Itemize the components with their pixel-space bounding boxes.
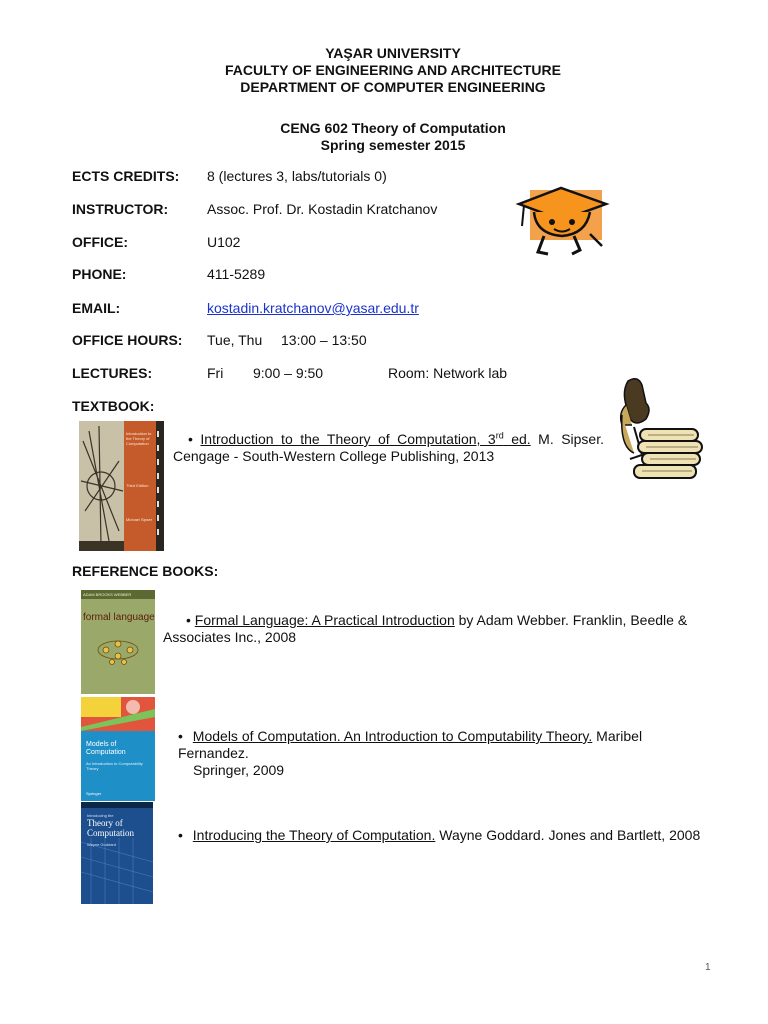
reference-books-label: REFERENCE BOOKS: <box>72 563 219 579</box>
thinker-books-clipart <box>616 375 706 490</box>
bullet: • <box>188 431 193 447</box>
reference-book-3-author: Wayne Goddard. Jones and Bartlett, 2008 <box>435 827 701 843</box>
goddard-cover-author: Wayne Goddard <box>87 842 116 847</box>
reference-book-2-author: Maribel Fernandez. <box>178 728 643 761</box>
reference-book-1 <box>163 612 703 646</box>
lectures-room: Room: Network lab <box>388 365 508 381</box>
reference-book-1-author: by Adam Webber. Franklin, Beedle & <box>454 612 688 628</box>
bullet: • <box>186 612 191 628</box>
office-hours-days: Tue, Thu <box>207 332 263 348</box>
email-label: EMAIL: <box>72 300 121 316</box>
reference-book-2-publisher: Springer, 2009 <box>193 762 285 778</box>
page-number: 1 <box>705 962 711 973</box>
reference-book-1-title[interactable]: Formal Language: A Practical Introduction <box>194 612 455 628</box>
reference-book-3-title[interactable]: Introducing the Theory of Computation. <box>192 827 436 843</box>
office-hours-label: OFFICE HOURS: <box>72 332 183 348</box>
textbook-entry <box>173 431 604 465</box>
textbook-title: Introduction to the Theory of Computation, 3 <box>200 431 496 447</box>
header-faculty: FACULTY OF ENGINEERING AND ARCHITECTURE <box>224 62 561 78</box>
office-hours-time: 13:00 – 13:50 <box>281 332 367 348</box>
models-of-computation-cover <box>81 697 155 801</box>
textbook-title-edition: ed. <box>503 431 531 447</box>
goddard-cover-title: Theory of Computation <box>87 818 134 838</box>
office-value: U102 <box>207 234 241 250</box>
textbook-title-link[interactable] <box>200 431 530 447</box>
reference-book-2-title[interactable]: Models of Computation. An Introduction to Computability Theory. <box>192 728 593 744</box>
instructor-value: Assoc. Prof. Dr. Kostadin Kratchanov <box>207 201 438 217</box>
textbook-publisher: Cengage - South-Western College Publishing, 2013 <box>173 448 495 464</box>
bullet: • <box>178 827 183 843</box>
textbook-cover-title: Introduction to the Theory of Computation <box>126 431 152 446</box>
goddard-cover <box>81 802 153 904</box>
reference-book-3 <box>178 827 708 844</box>
formal-language-cover-title: formal language <box>83 612 155 623</box>
header-department: DEPARTMENT OF COMPUTER ENGINEERING <box>240 79 546 95</box>
instructor-label: INSTRUCTOR: <box>72 201 169 217</box>
ects-value: 8 (lectures 3, labs/tutorials 0) <box>207 168 387 184</box>
office-label: OFFICE: <box>72 234 128 250</box>
lectures-label: LECTURES: <box>72 365 153 381</box>
formal-language-cover-publisher: ADAM BROOKS WEBBER <box>83 592 132 597</box>
thinker-statue-icon <box>616 375 706 490</box>
phone-label: PHONE: <box>72 266 127 282</box>
bullet: • <box>178 728 183 744</box>
models-cover-title: Models of Computation <box>86 741 126 756</box>
reference-book-1-publisher: Associates Inc., 2008 <box>163 629 297 645</box>
textbook-label: TEXTBOOK: <box>72 398 155 414</box>
reference-book-2 <box>178 728 708 779</box>
textbook-author: M. Sipser. <box>530 431 605 447</box>
header-university: YAŞAR UNIVERSITY <box>325 45 461 61</box>
lectures-day: Fri <box>207 365 224 381</box>
goddard-cover-pre: Introducing the <box>87 813 114 818</box>
graduation-cap-icon <box>514 184 610 260</box>
textbook-cover-author: Michael Sipser <box>126 517 153 522</box>
course-semester: Spring semester 2015 <box>320 137 466 153</box>
automaton-diagram-icon <box>81 590 155 694</box>
lectures-time: 9:00 – 9:50 <box>253 365 324 381</box>
models-cover-subtitle: An Introduction to Computability Theory <box>86 761 143 771</box>
email-link[interactable]: kostadin.kratchanov@yasar.edu.tr <box>207 300 419 316</box>
course-title: CENG 602 Theory of Computation <box>280 120 506 136</box>
textbook-cover <box>79 421 164 551</box>
textbook-title-superscript: rd <box>495 430 504 441</box>
models-cover-publisher: Springer <box>86 791 102 796</box>
ects-label: ECTS CREDITS: <box>72 168 180 184</box>
graduation-cap-clipart <box>514 184 610 260</box>
abstract-cover-art-icon <box>81 697 155 731</box>
textbook-cover-edition: Third Edition <box>126 483 149 488</box>
phone-value: 411-5289 <box>207 266 266 282</box>
formal-language-cover <box>81 590 155 694</box>
